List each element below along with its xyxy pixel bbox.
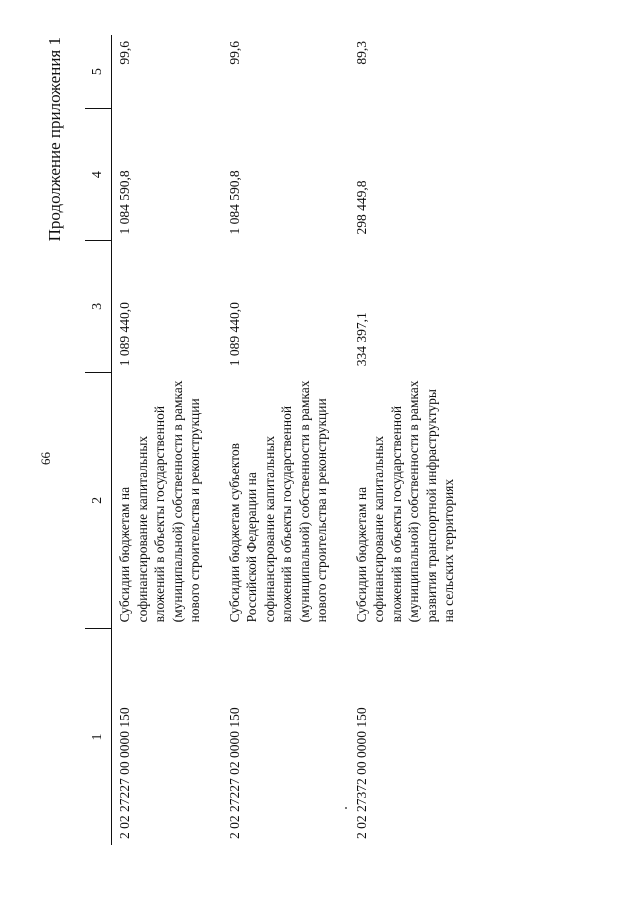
column-header-5: 5 <box>85 35 112 109</box>
table-header-row <box>85 35 112 845</box>
row-value-col4: 1 084 590,8 <box>117 170 132 235</box>
row-value-col5: 99,6 <box>117 41 132 65</box>
column-header-2: 2 <box>85 372 112 628</box>
table-row <box>112 35 222 845</box>
scan-speck <box>345 807 347 809</box>
column-header-3: 3 <box>85 241 112 373</box>
column-header-1: 1 <box>85 628 112 845</box>
row-description: Субсидии бюджетам на софинансирование капитальных вложений в объекты государственной (муниципальной) собственности в рамках нового строительства и реконструкции <box>117 380 202 623</box>
table-row <box>349 35 476 845</box>
row-value-col5: 99,6 <box>226 41 242 65</box>
row-code: 2 02 27227 02 0000 150 <box>226 707 242 839</box>
row-value-col3: 334 397,1 <box>353 312 369 367</box>
page-number: 66 <box>38 452 53 465</box>
row-value-col5: 89,3 <box>353 41 369 65</box>
row-code: 2 02 27227 00 0000 150 <box>117 707 132 839</box>
row-description: Субсидии бюджетам на софинансирование капитальных вложений в объекты государственной (муниципальной) собственности в рамках развития транспортной инфраструктуры на сельских территориях <box>353 380 456 623</box>
row-value-col4: 298 449,8 <box>353 180 369 235</box>
budget-table <box>85 35 476 845</box>
row-code: 2 02 27372 00 0000 150 <box>353 707 369 839</box>
table-row <box>222 35 349 845</box>
row-value-col3: 1 089 440,0 <box>226 302 242 367</box>
continuation-label: Продолжение приложения 1 <box>45 37 64 242</box>
row-description: Субсидии бюджетам субъектов Российской Федерации на софинансирование капитальных вложений в объекты государственной (муниципальной) собственности в рамках нового строительства и реконструкции <box>226 380 329 623</box>
row-value-col4: 1 084 590,8 <box>226 170 242 235</box>
column-header-4: 4 <box>85 109 112 241</box>
row-value-col3: 1 089 440,0 <box>117 302 132 367</box>
